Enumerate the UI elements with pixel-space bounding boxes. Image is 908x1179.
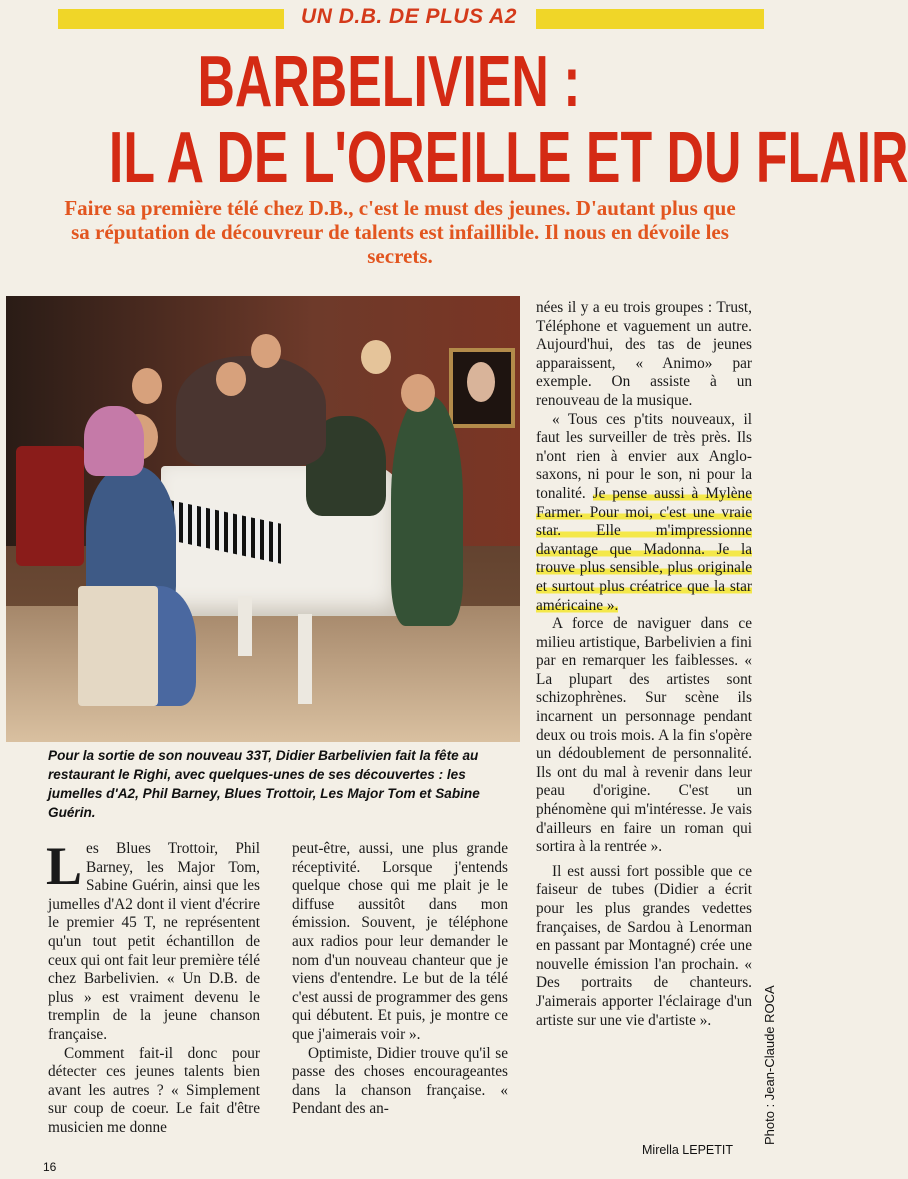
headline-line-2: IL A DE L'OREILLE ET DU FLAIR [108,118,908,198]
person-head [216,362,246,396]
piano-leg [298,614,312,704]
drop-cap: L [46,836,83,896]
kicker-bar-left [58,9,284,29]
person-pink [84,406,144,476]
author-signature: Mirella LEPETIT [642,1143,733,1157]
photo-caption: Pour la sortie de son nouveau 33T, Didier Barbelivien fait la fête au restaurant le Righi, avec quelques-unes de ses découvertes : les jumelles d'A2, Phil Barney, Blues Trottoir, Les Major Tom et Sabine Guérin. [48,748,480,820]
highlighted-quote: Je pense aussi à Mylène Farmer. Pour moi, c'est une vraie star. Elle m'impressionne davantage que Madonna. Je la trouve plus sensible, plus originale et surtout plus créatrice que la star américaine ». [536,484,752,614]
party-photo [6,296,520,742]
col3-paragraph-4: Il est aussi fort possible que ce faiseur de tubes (Didier a écrit pour les plus grandes vedettes françaises, de Sardou à Lenorman en passant par Montagné) crée une nouvelle émission l'an prochain. « Des portraits de chanteurs. J'aimerais apporter l'éclairage d'un artiste sur une vie d'artiste ». [536,862,752,1029]
col3-paragraph-3: A force de naviguer dans ce milieu artistique, Barbelivien a fini par en remarquer les faiblesses. « La plupart des artistes sont schizophrènes. Sur scène ils incarnent un personnage pendant deux ou trois mois. A la fin s'opère un dédoublement de personnalité. Ils ont du mal à revenir dans leur peau d'origine. C'est un phénomène qui m'intéresse. Je vais d'ailleurs en faire un roman qui sortira à la rentrée ». [536,615,752,856]
person-head [401,374,435,412]
col3-paragraph-2-start: « Tous ces p'tits nouveaux, il faut les surveiller de très près. Ils n'ont rien à envier aux Anglo-saxons, ni pour le son, ni pour la tonalité. [536,410,752,502]
kicker: UN D.B. DE PLUS A2 [301,5,517,28]
person-head [132,368,162,404]
person-standing [391,396,463,626]
headline-line-1: BARBELIVIEN : [197,42,581,122]
col3-paragraph-2 [536,411,752,616]
col2-paragraph-1: peut-être, aussi, une plus grande réceptivité. Lorsque j'entends quelque chose qui me plait je le diffuse aussitôt dans mon émission. Souvent, je téléphone aux radios pour leur demander le nom d'un nouveau chanteur que je viens d'entendre. Le but de la télé c'est aussi de programmer des gens qui débutent. Et puis, je montre ce que j'aimerais voir ». [292,840,508,1043]
article-column-1 [46,836,260,1138]
photo-credit: Photo : Jean-Claude ROCA [762,985,777,1145]
col3-paragraph-1: nées il y a eu trois groupes : Trust, Téléphone et vaguement un autre. Aujourd'hui, des tas de jeunes apparaissent, « Animo» par exemple. On assiste à un renouveau de la musique. [536,299,752,409]
red-chair [16,446,84,566]
piano-stool [78,586,158,706]
person-head [251,334,281,368]
article-column-3 [536,299,752,1030]
framed-portrait [449,348,515,428]
article-column-2 [292,840,508,1119]
kicker-bar-right [536,9,764,29]
page-number: 16 [43,1160,57,1174]
person-head [361,340,391,374]
col1-paragraph-2: Comment fait-il donc pour détecter ces jeunes talents bien avant les autres ? « Simplement sur coup de coeur. Le fait d'être musicien me donne [48,1044,260,1136]
col1-paragraph-1: es Blues Trottoir, Phil Barney, les Major Tom, Sabine Guérin, ainsi que les jumelles d'A2 dont il vient d'écrire le premier 45 T, ne représentent qu'un tout petit échantillon de ceux qui ont fait leur première télé chez Barbelivien. « Un D.B. de plus » est vraiment devenu le tremplin de la jeune chanson française. [48,840,260,1043]
person-group [176,356,326,466]
lead-paragraph: Faire sa première télé chez D.B., c'est le must des jeunes. D'autant plus que sa réputation de découvreur de talents est infaillible. Il nous en dévoile les secrets. [64,196,736,268]
piano-leg [238,596,252,656]
col2-paragraph-2: Optimiste, Didier trouve qu'il se passe des choses encourageantes dans la chanson française. « Pendant des an- [292,1044,508,1118]
